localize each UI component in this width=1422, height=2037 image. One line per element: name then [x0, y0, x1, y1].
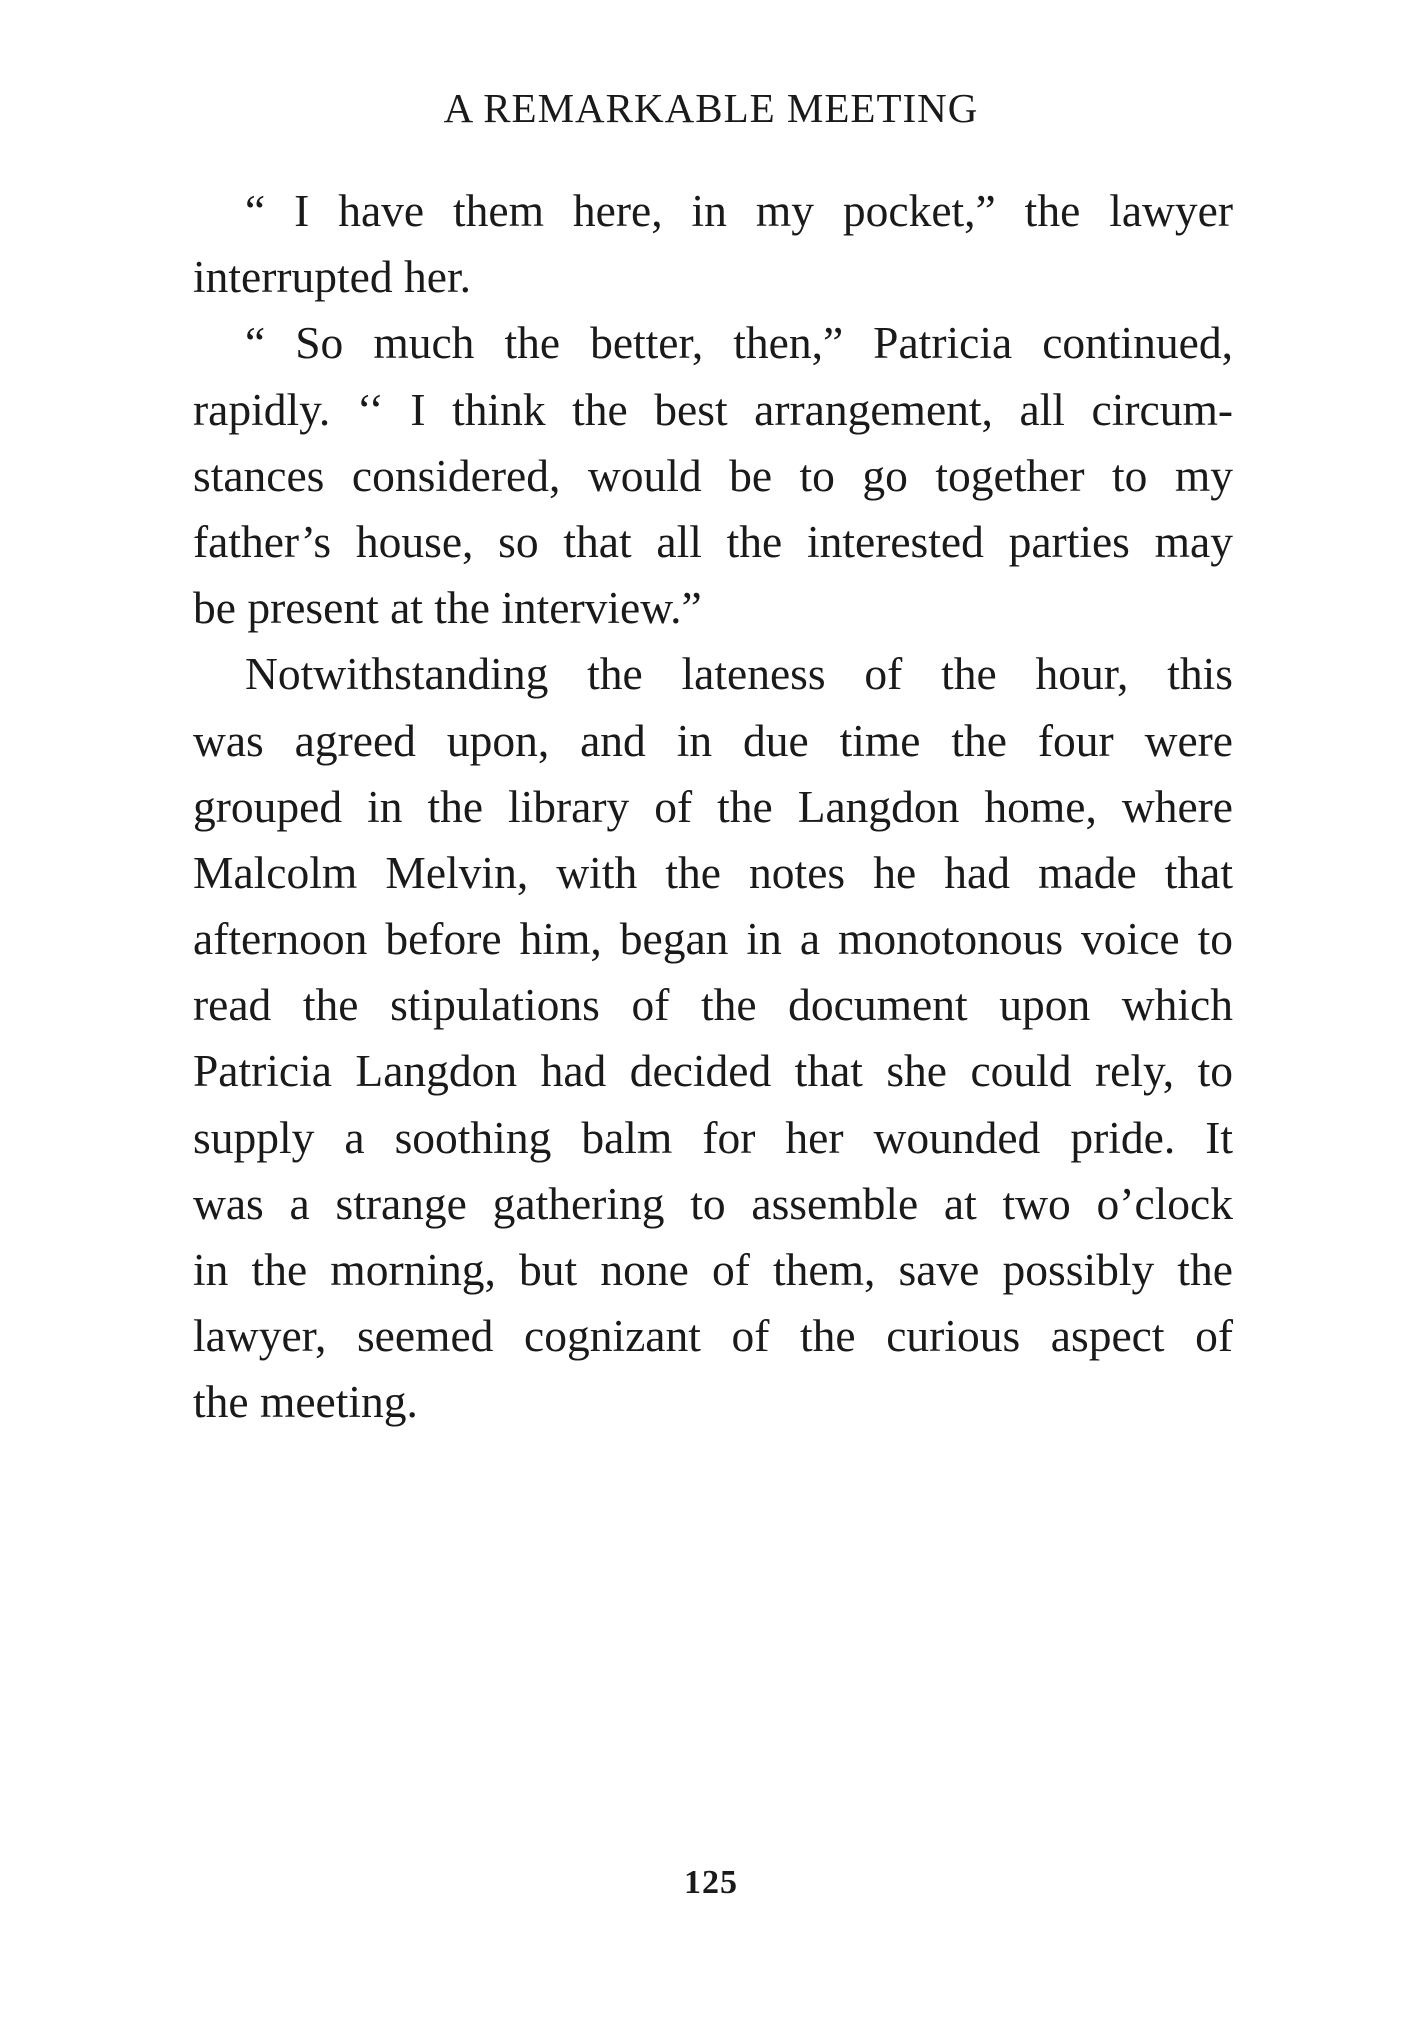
text-line: was agreed upon, and in due time the four were: [193, 714, 1233, 766]
text-line: supply a soothing balm for her wounded pride. It: [193, 1111, 1233, 1163]
paragraph-1: [193, 178, 1233, 310]
running-head: A REMARKABLE MEETING: [443, 85, 979, 131]
text-line: “ So much the better, then,” Patricia continued,: [245, 317, 1233, 369]
text-line: Malcolm Melvin, with the notes he had made that: [193, 846, 1233, 898]
text-line: was a strange gathering to assemble at two o’clock: [193, 1177, 1233, 1229]
text-line: the meeting.: [193, 1376, 418, 1428]
text-line: grouped in the library of the Langdon home, where: [193, 780, 1233, 832]
text-line: “ I have them here, in my pocket,” the lawyer: [245, 185, 1233, 236]
text-line: be present at the interview.”: [193, 582, 702, 634]
text-line: interrupted her.: [193, 251, 471, 303]
body-text: [193, 178, 1233, 1436]
page-number: 125: [684, 1864, 738, 1901]
paragraph-2: [193, 310, 1233, 641]
text-line: father’s house, so that all the interested parties may: [193, 515, 1233, 567]
text-line: lawyer, seemed cognizant of the curious aspect of: [193, 1310, 1233, 1362]
text-line: afternoon before him, began in a monotonous voice to: [193, 913, 1233, 965]
text-line: Patricia Langdon had decided that she could rely, to: [193, 1045, 1233, 1097]
text-line: Notwithstanding the lateness of the hour, this: [245, 648, 1233, 700]
text-line: read the stipulations of the document upon which: [193, 979, 1233, 1031]
text-line: in the morning, but none of them, save possibly the: [193, 1244, 1233, 1295]
text-line: stances considered, would be to go together to my: [193, 449, 1233, 501]
text-line: rapidly. ‘‘ I think the best arrangement, all circum-: [193, 383, 1233, 435]
paragraph-3: [193, 641, 1233, 1435]
